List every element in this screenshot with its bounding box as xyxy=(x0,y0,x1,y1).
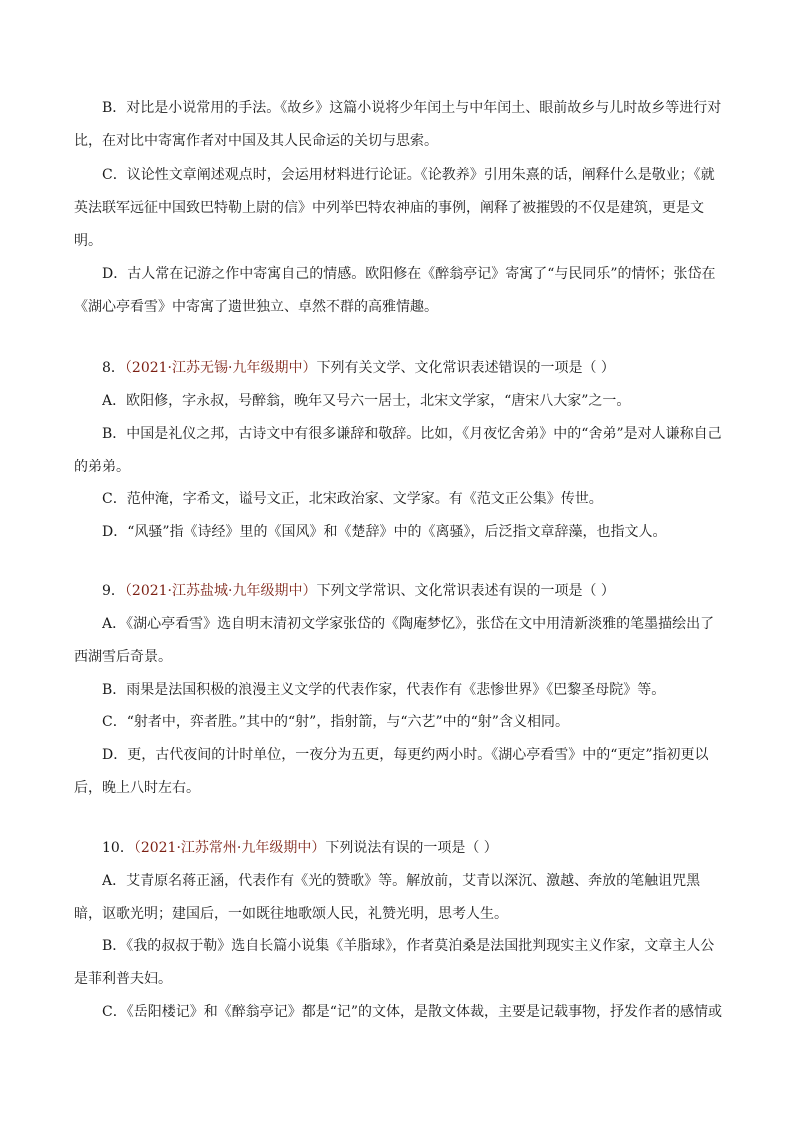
q9-option-d-line-1: D．更，古代夜间的计时单位，一夜分为五更，每更约两小时。《湖心亭看雪》中的“更定”指初更以 xyxy=(102,747,709,763)
q9-option-a-line-1: A．《湖心亭看雪》选自明末清初文学家张岱的《陶庵梦忆》，张岱在文中用清新淡雅的笔墨描绘出了 xyxy=(102,616,715,632)
q7-option-d-line-1: D．古人常在记游之作中寄寓自己的情感。欧阳修在《醉翁亭记》寄寓了“与民同乐”的情怀；张岱在 xyxy=(102,266,716,282)
q8-stem xyxy=(102,358,726,378)
q8-number: 8． xyxy=(102,360,125,376)
q9-option-b: B．雨果是法国积极的浪漫主义文学的代表作家，代表作有《悲惨世界》《巴黎圣母院》等。 xyxy=(102,682,666,698)
q8-option-a: A．欧阳修，字永叔，号醉翁，晚年又号六一居士，北宋文学家，“唐宋八大家”之一。 xyxy=(102,393,631,409)
q9-option-a-line-2: 西湖雪后奇景。 xyxy=(74,649,172,665)
q10-option-a-line-2: 暗，讴歌光明；建国后，一如既往地歌颂人民，礼赞光明，思考人生。 xyxy=(74,906,508,922)
q8-question: 下列有关文学、文化常识表述错误的一项是（ ） xyxy=(316,360,615,376)
q10-source: （2021·江苏常州·九年级期中） xyxy=(133,840,326,856)
q8-option-c: C．范仲淹，字希文，谥号文正，北宋政治家、文学家。有《范文正公集》传世。 xyxy=(102,491,603,507)
q9-question: 下列文学常识、文化常识表述有误的一项是（ ） xyxy=(316,583,615,599)
q9-option-c: C．“射者中，弈者胜。”其中的“射”，指射箭，与“六艺”中的“射”含义相同。 xyxy=(102,714,569,730)
q10-option-c-line-1: C．《岳阳楼记》和《醉翁亭记》都是“记”的文体，是散文体裁，主要是记载事物，抒发作者的感情或 xyxy=(102,1004,723,1020)
q7-option-b-line-2: 比，在对比中寄寓作者对中国及其人民命运的关切与思索。 xyxy=(74,133,438,149)
q8-option-b-line-1: B．中国是礼仪之邦，古诗文中有很多谦辞和敬辞。比如，《月夜忆舍弟》中的“舍弟”是对人谦称自己 xyxy=(102,426,722,442)
q9-stem xyxy=(102,581,726,601)
q7-option-c-line-2: 英法联军远征中国致巴特勒上尉的信》中列举巴特农神庙的事例，阐释了被摧毁的不仅是建筑，更是文 xyxy=(74,200,704,216)
q7-option-c-line-1: C．议论性文章阐述观点时，会运用材料进行论证。《论教养》引用朱熹的话，阐释什么是敬业；《就 xyxy=(102,167,715,183)
q9-option-d-line-2: 后，晚上八时左右。 xyxy=(74,780,200,796)
q7-option-d-line-2: 《湖心亭看雪》中寄寓了遗世独立、卓然不群的高雅情趣。 xyxy=(74,299,438,315)
q8-option-b-line-2: 的弟弟。 xyxy=(74,459,130,475)
q10-number: 10． xyxy=(102,840,134,856)
q10-option-b-line-1: B．《我的叔叔于勒》选自长篇小说集《羊脂球》，作者莫泊桑是法国批判现实主义作家，文章主人公 xyxy=(102,938,715,954)
q9-number: 9． xyxy=(102,583,125,599)
q10-option-b-line-2: 是菲利普夫妇。 xyxy=(74,971,172,987)
q10-option-a-line-1: A．艾青原名蒋正涵，代表作有《光的赞歌》等。解放前，艾青以深沉、激越、奔放的笔触诅咒黑 xyxy=(102,873,701,889)
q10-question: 下列说法有误的一项是（ ） xyxy=(325,840,498,856)
q8-source: （2021·江苏无锡·九年级期中） xyxy=(124,360,317,376)
q8-option-d: D．“风骚”指《诗经》里的《国风》和《楚辞》中的《离骚》，后泛指文章辞藻，也指文人。 xyxy=(102,524,667,540)
q10-stem xyxy=(102,838,726,858)
q9-source: （2021·江苏盐城·九年级期中） xyxy=(124,583,317,599)
q7-option-c-line-3: 明。 xyxy=(74,233,102,249)
q7-option-b-line-1: B．对比是小说常用的手法。《故乡》这篇小说将少年闰土与中年闰土、眼前故乡与儿时故乡等进行对 xyxy=(102,100,722,116)
